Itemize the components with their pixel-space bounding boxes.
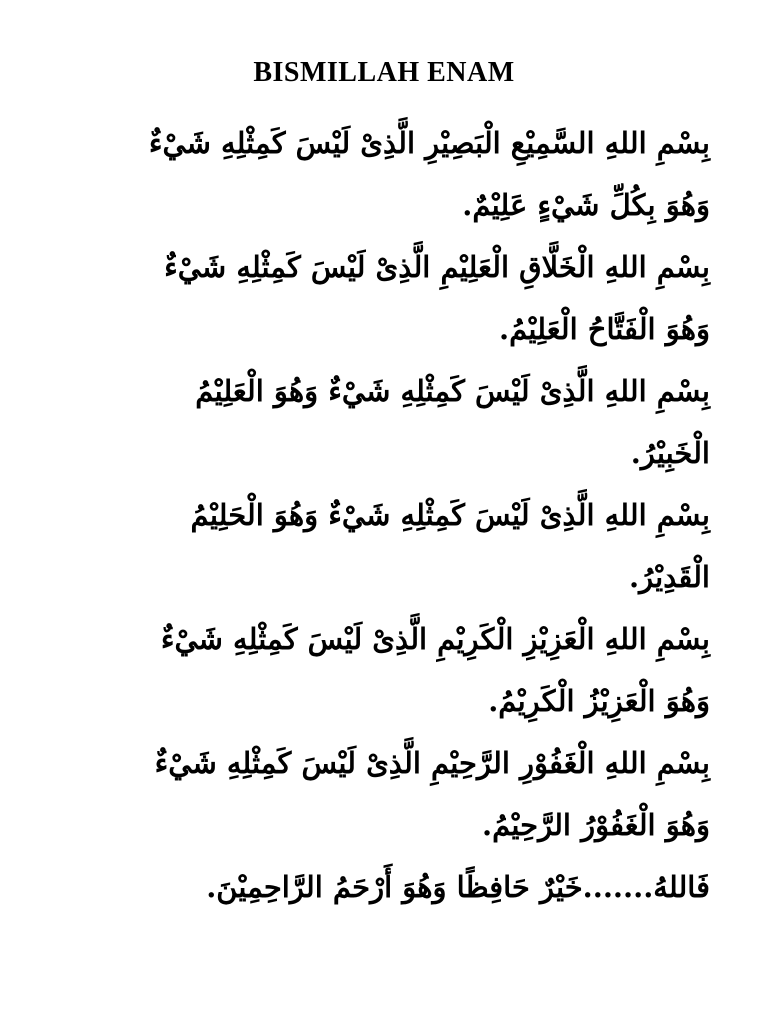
- verse-1: [70, 112, 710, 236]
- verse-line: وَهُوَ الْغَفُوْرُ الرَّحِيْمُ.: [482, 808, 710, 842]
- page-title: BISMILLAH ENAM: [253, 57, 515, 88]
- closing-verse: [70, 856, 710, 918]
- verse-line: وَهُوَ بِكُلِّ شَيْءٍ عَلِيْمٌ.: [462, 188, 710, 222]
- verse-3: [70, 360, 710, 484]
- verse-line: الْخَبِيْرُ.: [630, 436, 710, 470]
- verse-line: بِسْمِ اللهِ الْعَزِيْزِ الْكَرِيْمِ الَّذِىْ لَيْسَ كَمِثْلِهِ شَيْءٌ: [160, 622, 710, 656]
- verse-line: بِسْمِ اللهِ السَّمِيْعِ الْبَصِيْرِ الَّذِىْ لَيْسَ كَمِثْلِهِ شَيْءٌ: [148, 126, 710, 160]
- verse-line: الْقَدِيْرُ.: [629, 560, 710, 594]
- verse-line: وَهُوَ الْفَتَّاحُ الْعَلِيْمُ.: [499, 312, 710, 346]
- verse-line: فَاللهُ.......خَيْرٌ حَافِظًا وَهُوَ أَرْحَمُ الرَّاحِمِيْنَ.: [206, 870, 710, 904]
- verse-4: [70, 484, 710, 608]
- verse-list: [70, 112, 710, 918]
- verse-5: [70, 608, 710, 732]
- verse-line: بِسْمِ اللهِ الَّذِىْ لَيْسَ كَمِثْلِهِ شَيْءٌ وَهُوَ الْعَلِيْمُ: [195, 374, 710, 408]
- verse-line: وَهُوَ الْعَزِيْزُ الْكَرِيْمُ.: [488, 684, 710, 718]
- verse-line: بِسْمِ اللهِ الْغَفُوْرِ الرَّحِيْمِ الَّذِىْ لَيْسَ كَمِثْلِهِ شَيْءٌ: [154, 746, 710, 780]
- verse-2: [70, 236, 710, 360]
- verse-6: [70, 732, 710, 856]
- verse-line: بِسْمِ اللهِ الْخَلَّاقِ الْعَلِيْمِ الَّذِىْ لَيْسَ كَمِثْلِهِ شَيْءٌ: [164, 250, 710, 284]
- verse-line: بِسْمِ اللهِ الَّذِىْ لَيْسَ كَمِثْلِهِ شَيْءٌ وَهُوَ الْحَلِيْمُ: [190, 498, 710, 532]
